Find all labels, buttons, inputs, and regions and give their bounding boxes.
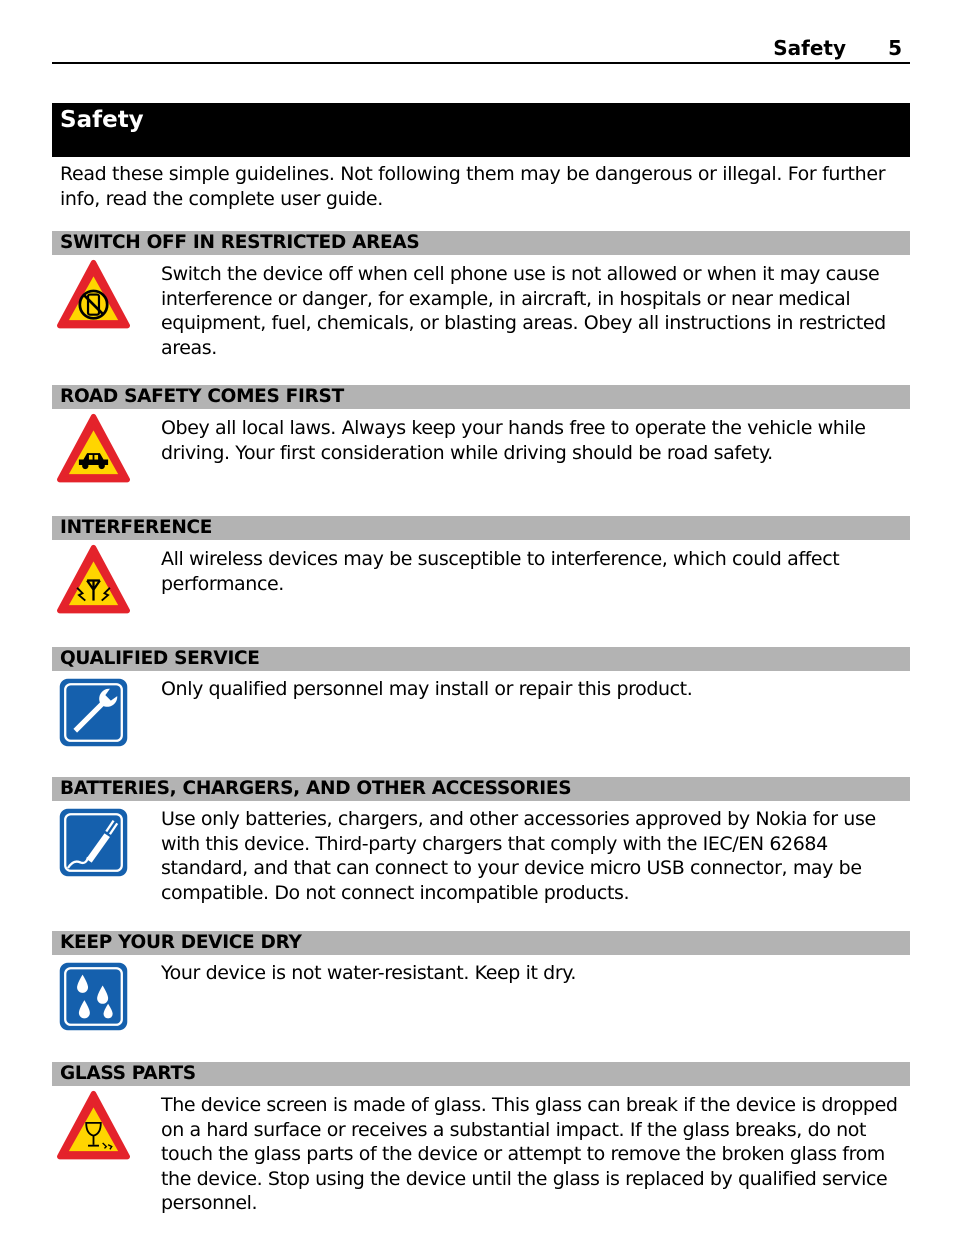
running-header <box>52 34 910 64</box>
broken-glass-icon <box>57 1090 130 1163</box>
section-heading: SWITCH OFF IN RESTRICTED AREAS <box>60 232 420 253</box>
car-warning-icon <box>57 413 130 486</box>
section-header-glass-parts <box>52 1062 910 1086</box>
section-header-restricted-areas <box>52 231 910 255</box>
section-heading: ROAD SAFETY COMES FIRST <box>60 386 344 407</box>
wrench-icon <box>57 676 130 749</box>
section-heading: KEEP YOUR DEVICE DRY <box>60 932 302 953</box>
running-header-title: Safety <box>773 36 846 60</box>
section-text: Switch the device off when cell phone use is not allowed or when it may cause interference or danger, for example, in aircraft, in hospitals or near medical equipment, fuel, chemicals, or blasting areas. Obey all instructions in restricted areas. <box>161 263 886 359</box>
antenna-interference-icon <box>57 544 130 617</box>
section-heading: GLASS PARTS <box>60 1063 196 1084</box>
charger-plug-icon <box>57 806 130 879</box>
chapter-title: Safety <box>60 107 144 133</box>
section-text: Obey all local laws. Always keep your hands free to operate the vehicle while driving. Your first consideration while driving should be road safety. <box>161 417 866 464</box>
page-number: 5 <box>888 36 902 60</box>
section-text: Your device is not water-resistant. Keep it dry. <box>161 962 577 984</box>
section-header-road-safety <box>52 385 910 409</box>
section-text: All wireless devices may be susceptible to interference, which could affect performance. <box>161 548 840 595</box>
chapter-title-bar <box>52 103 910 157</box>
section-header-qualified-service <box>52 647 910 671</box>
water-drops-icon <box>57 960 130 1033</box>
section-text: The device screen is made of glass. This glass can break if the device is dropped on a hard surface or receives a substantial impact. If the glass breaks, do not touch the glass parts of the device or attempt to remove the broken glass from the device. Stop using the device until the glass is replaced by qualified service personnel. <box>161 1094 898 1215</box>
phone-prohibited-icon <box>57 259 130 332</box>
intro-paragraph: Read these simple guidelines. Not following them may be dangerous or illegal. For further info, read the complete user guide. <box>60 163 886 210</box>
section-header-keep-dry <box>52 931 910 955</box>
section-header-interference <box>52 516 910 540</box>
section-text: Use only batteries, chargers, and other accessories approved by Nokia for use with this device. Third-party chargers that comply with the IEC/EN 62684 standard, and that can connect to your device micro USB connector, may be compatible. Do not connect incompatible products. <box>161 808 876 904</box>
section-header-batteries <box>52 777 910 801</box>
section-heading: QUALIFIED SERVICE <box>60 648 260 669</box>
section-heading: INTERFERENCE <box>60 517 213 538</box>
section-heading: BATTERIES, CHARGERS, AND OTHER ACCESSORIES <box>60 778 572 799</box>
section-text: Only qualified personnel may install or repair this product. <box>161 678 693 700</box>
